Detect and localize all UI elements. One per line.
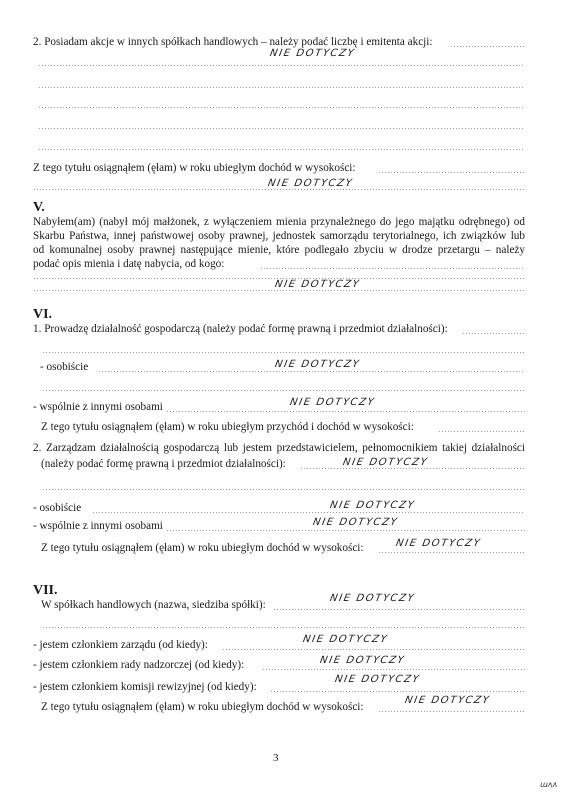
section5-heading: V.	[33, 200, 45, 215]
dotted-line	[270, 691, 525, 692]
handwritten-answer: NIE DOTYCZY	[289, 397, 377, 408]
section5-text-line: Nabyłem(am) (nabył mój małżonek, z wyłączeniem mienia przynależnego do jego majątku odrębnego) od	[33, 216, 525, 228]
handwritten-answer: NIE DOTYCZY	[312, 517, 400, 528]
komisja-label: - jestem członkiem komisji rewizyjnej (od kiedy):	[33, 681, 257, 693]
dotted-line	[98, 371, 525, 372]
dotted-line	[42, 627, 525, 628]
dotted-line	[92, 512, 525, 513]
dotted-line	[38, 87, 525, 88]
dotted-line	[273, 609, 525, 610]
osobiscie2-label: - osobiście	[33, 502, 82, 514]
dotted-line	[38, 128, 525, 129]
section5-text-line: od komunalnej osoby prawnej następujące mienie, które podlegało zbyciu w drodze przetargu – należy	[33, 244, 525, 256]
zarzad-label: - jestem członkiem zarządu (od kiedy):	[33, 639, 208, 651]
dotted-line	[42, 352, 525, 353]
section6-item1-income-label: Z tego tytułu osiągnąłem (ęłam) w roku ubiegłym przychód i dochód w wysokości:	[41, 421, 414, 433]
handwritten-answer: NIE DOTYCZY	[269, 48, 357, 59]
page-number: 3	[273, 752, 279, 764]
handwritten-answer: NIE DOTYCZY	[329, 593, 417, 604]
dotted-line	[450, 46, 525, 47]
dotted-line	[166, 411, 525, 412]
section6-item2-income-label: Z tego tytułu osiągnąłem (ęłam) w roku ubiegłym dochód w wysokości:	[41, 542, 364, 554]
section5-text-line: podać opis mienia i datę nabycia, od kogo:	[33, 258, 225, 270]
dotted-line	[33, 189, 525, 190]
dotted-line	[260, 268, 525, 269]
dotted-line	[42, 489, 525, 490]
handwritten-answer: NIE DOTYCZY	[404, 695, 492, 706]
section4-item2-label: 2. Posiadam akcje w innych spółkach handlowych – należy podać liczbę i emitenta akcji:	[33, 36, 433, 48]
wspolnie2-label: - wspólnie z innymi osobami	[33, 520, 163, 532]
section7-heading: VII.	[33, 583, 58, 598]
handwritten-answer: NIE DOTYCZY	[267, 178, 355, 189]
handwritten-answer: NIE DOTYCZY	[329, 500, 417, 511]
handwritten-answer: NIE DOTYCZY	[334, 674, 422, 685]
handwritten-answer: NIE DOTYCZY	[319, 655, 407, 666]
dotted-line	[438, 431, 525, 432]
dotted-line	[378, 172, 525, 173]
section6-item2-line1: 2. Zarządzam działalnością gospodarczą lub jestem przedstawicielem, pełnomocnikiem takiej działalności	[33, 442, 525, 454]
spolki-label: W spółkach handlowych (nazwa, siedziba spółki):	[41, 599, 266, 611]
rada-label: - jestem członkiem rady nadzorczej (od kiedy):	[33, 659, 245, 671]
section6-item1-label: 1. Prowadzę działalność gospodarczą (należy podać formę prawną i przedmiot działalności):	[33, 323, 448, 335]
section6-item2-line2: (należy podać formę prawną i przedmiot działalności):	[41, 458, 286, 470]
dotted-line	[378, 552, 525, 553]
section5-text-line: Skarbu Państwa, innej państwowej osoby prawnej, jednostek samorządu terytorialnego, ich związków lub	[33, 230, 525, 242]
dotted-line	[166, 530, 525, 531]
handwritten-answer: NIE DOTYCZY	[274, 359, 362, 370]
dotted-line	[300, 468, 525, 469]
dotted-line	[262, 669, 525, 670]
dotted-line	[33, 290, 525, 291]
wspolnie-label: - wspólnie z innymi osobami	[33, 401, 163, 413]
dotted-line	[38, 107, 525, 108]
dotted-line	[42, 390, 525, 391]
dotted-line	[38, 149, 525, 150]
section6-heading: VI.	[33, 307, 53, 322]
dotted-line	[38, 65, 525, 66]
handwritten-initials: ɯʌʌ	[540, 780, 558, 789]
handwritten-answer: NIE DOTYCZY	[342, 457, 430, 468]
handwritten-answer: NIE DOTYCZY	[395, 538, 483, 549]
dotted-line	[222, 649, 525, 650]
dotted-line	[462, 333, 525, 334]
handwritten-answer: NIE DOTYCZY	[274, 279, 362, 290]
osobiscie-label: - osobiście	[40, 361, 89, 373]
dotted-line	[378, 711, 525, 712]
handwritten-answer: NIE DOTYCZY	[302, 634, 390, 645]
section7-income-label: Z tego tytułu osiągnąłem (ęłam) w roku ubiegłym dochód w wysokości:	[41, 701, 364, 713]
section4-income-label: Z tego tytułu osiągnąłem (ęłam) w roku ubiegłym dochód w wysokości:	[33, 162, 356, 174]
